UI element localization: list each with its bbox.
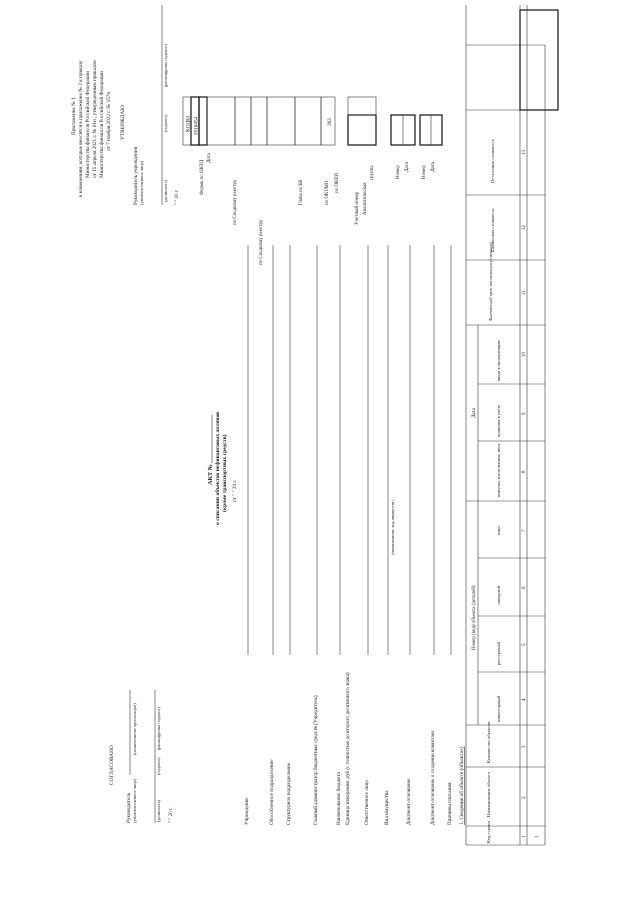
col-registry: реестровый xyxy=(496,642,501,665)
field-budget-name: Наименование бюджета xyxy=(336,772,342,825)
approved-hint-position: (должность) xyxy=(163,180,168,202)
codes-form-label: Форма по ОКУД xyxy=(200,159,205,195)
num-6: 6 xyxy=(522,586,527,589)
agreed-date: " " 20 г. xyxy=(169,807,174,823)
field-property-hint: (наименование, вид имущества) xyxy=(390,500,395,555)
codes-reg-label-2: по Сводному реестру xyxy=(259,219,264,265)
group-date-header: Дата xyxy=(472,408,477,418)
col-manufacture: выпуска, изготовления, иное xyxy=(496,443,501,497)
appendix-line-2: к изменениям, которые вносятся в приложение № 2 к приказу xyxy=(78,60,84,197)
num-2: 2 xyxy=(522,796,527,799)
num-7: 7 xyxy=(522,529,527,532)
approved-label: УТВЕРЖДАЮ xyxy=(120,105,126,140)
agreed-org-hint: (наименование организации) xyxy=(132,703,137,755)
num-11: 11 xyxy=(522,290,527,295)
approved-head: Руководитель учреждения xyxy=(133,147,139,205)
codes-okei-value: 383 xyxy=(327,118,333,126)
section-title: 1. Сведения об объекте (объектах) xyxy=(459,746,465,825)
codes-form-code: 0510454 xyxy=(193,116,200,135)
field-writeoff-reasons: Причины списания xyxy=(447,782,453,825)
agreed-head-hint: (уполномоченное лицо) xyxy=(132,778,137,823)
field-structural-unit: Структурное подразделение xyxy=(286,762,292,825)
codes-doc-date-label: Дата xyxy=(405,162,410,172)
approved-hint-name: (расшифровка подписи) xyxy=(163,44,168,87)
field-unit-measure: Единица измерения: руб (с точностью до второго десятичного знака) xyxy=(345,672,351,825)
field-institution: Учреждение xyxy=(244,797,250,825)
appendix-line-6: от 7 ноября 2022 г. № 157н xyxy=(106,91,112,151)
num-5: 5 xyxy=(522,643,527,646)
appendix-line-3: Министерства финансов Российской Федерации xyxy=(85,71,91,178)
num-8: 8 xyxy=(522,470,527,473)
agreed-hint-signature: (подпись) xyxy=(156,757,161,775)
codes-oktmo-label: по ОКТМО xyxy=(325,180,330,205)
codes-date-label: Дата xyxy=(207,153,212,163)
col-name: Наименование объекта xyxy=(486,772,491,817)
codes-doc2-number-label: Номер xyxy=(422,165,427,179)
agreed-hint-name: (расшифровка подписи) xyxy=(156,707,161,750)
field-property-type: Вид имущества xyxy=(384,790,390,825)
col-book-value: Балансовая стоимость xyxy=(490,208,495,252)
num-9: 9 xyxy=(522,412,527,415)
act-except: (кроме транспортных средств) xyxy=(222,434,228,512)
col-actual-term: Фактический срок эксплуатации (в месяцах) xyxy=(488,241,493,321)
field-main-admin: Главный администратор бюджетных средств (Учредитель) xyxy=(313,695,319,825)
num-4: 4 xyxy=(522,698,527,701)
col-commissioned: ввода в эксплуатацию xyxy=(496,340,501,381)
codes-glava-label: Глава по БК xyxy=(299,179,304,205)
num-13: 13 xyxy=(522,150,527,155)
codes-header: КОДЫ xyxy=(185,115,192,132)
codes-doc2-date-label: Дата xyxy=(431,162,436,172)
agreed-label: СОГЛАСОВАНО xyxy=(109,745,115,785)
field-separate-unit: Обособленное подразделение xyxy=(269,759,275,825)
approved-head-hint: (уполномоченное лицо) xyxy=(139,160,144,205)
num-12: 12 xyxy=(522,225,527,230)
num-1: 1 xyxy=(522,835,527,838)
codes-account-label: Учетный номер xyxy=(355,191,360,225)
col-code: Код строки xyxy=(486,821,491,843)
field-responsible: Ответственное лицо xyxy=(364,780,370,825)
col-inventory: инвентарный xyxy=(496,696,501,722)
num-10: 10 xyxy=(522,352,527,357)
num-3: 3 xyxy=(522,745,527,748)
agreed-head: Руководитель xyxy=(126,792,132,823)
appendix-line-5: Министерства финансов Российской Федерации xyxy=(99,71,105,178)
col-factory: заводской xyxy=(496,585,501,605)
field-basis-doc: Документ-основание xyxy=(406,778,412,825)
col-other: иное xyxy=(496,525,501,535)
field-commission-doc: Документ-основание о создании комиссии xyxy=(430,731,436,825)
col-accepted: принятия к учету xyxy=(496,404,501,437)
codes-account-label-3: группа xyxy=(370,165,375,180)
appendix-line-1: Приложение № 1 xyxy=(71,97,77,135)
group-number-header: Номер (код) объекта (деталей) xyxy=(472,585,477,650)
appendix-line-4: от 15 апреля 2021 г. № 61н , утвержденным приказом xyxy=(92,60,98,178)
row-1-code: 1 xyxy=(535,835,540,838)
codes-doc-number-label: Номер xyxy=(396,165,401,179)
act-date: от " " 20 г. xyxy=(232,479,238,502)
act-number-label: АКТ № xyxy=(207,464,214,485)
agreed-hint-position: (должность) xyxy=(156,800,161,822)
approved-hint-signature: (подпись) xyxy=(163,114,168,132)
codes-okei-label: по ОКЕИ xyxy=(335,172,340,193)
codes-account-label-2: Аналитическая xyxy=(363,182,368,215)
approved-date: " " 20 г. xyxy=(175,189,180,205)
act-subtitle: о списании объектов нефинансовых активов xyxy=(215,411,221,525)
codes-reg-label-1: по Сводному реестру xyxy=(233,179,238,225)
col-quantity: Количество объектов xyxy=(486,721,491,763)
col-residual-value: Остаточная стоимость xyxy=(490,139,495,183)
